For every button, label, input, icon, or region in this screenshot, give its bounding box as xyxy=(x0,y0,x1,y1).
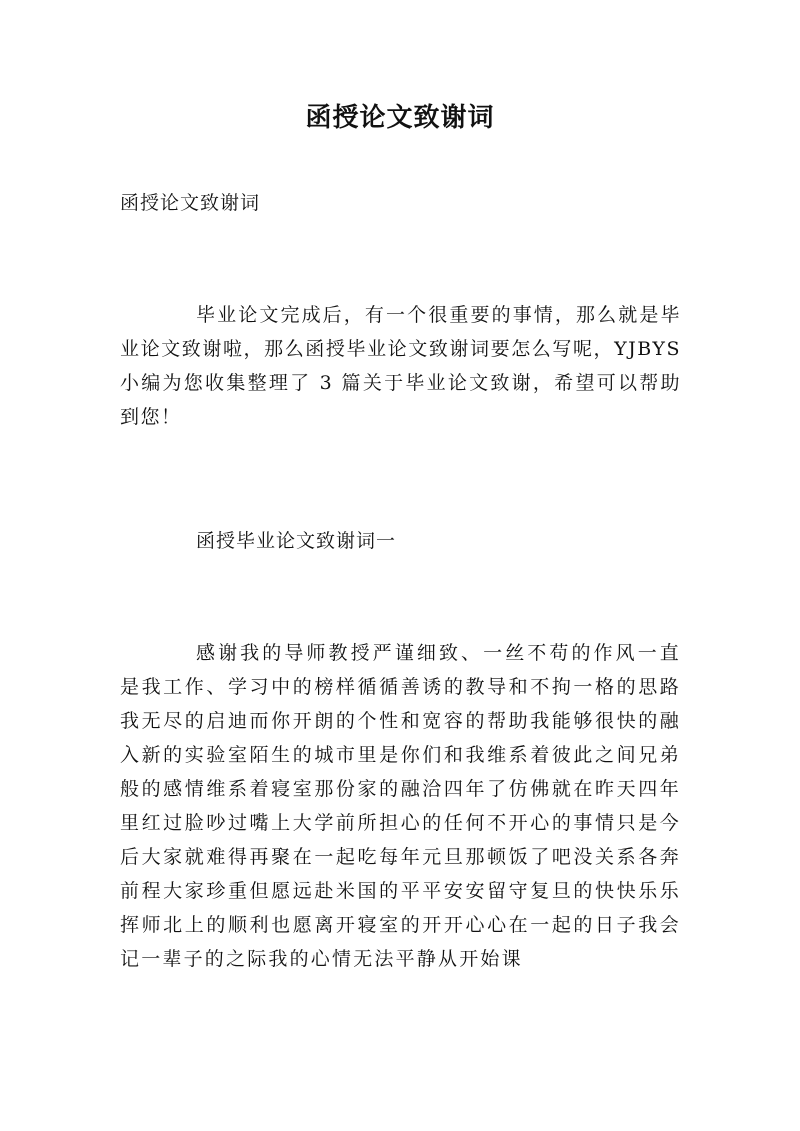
section-heading: 函授毕业论文致谢词一 xyxy=(196,530,397,552)
intro-paragraph: 毕业论文完成后，有一个很重要的事情，那么就是毕业论文致谢啦，那么函授毕业论文致谢词要怎么写呢，YJBYS小编为您收集整理了 3 篇关于毕业论文致谢，希望可以帮助到您！ xyxy=(120,304,681,428)
document-title: 函授论文致谢词 xyxy=(305,103,495,133)
body-paragraph: 感谢我的导师教授严谨细致、一丝不苟的作风一直是我工作、学习中的榜样循循善诱的教导和不拘一格的思路我无尽的启迪而你开朗的个性和宽容的帮助我能够很快的融入新的实验室陌生的城市里是你们和我维系着彼此之间兄弟般的感情维系着寝室那份家的融洽四年了仿佛就在昨天四年里红过脸吵过嘴上大学前所担心的任何不开心的事情只是今后大家就难得再聚在一起吃每年元旦那顿饭了吧没关系各奔前程大家珍重但愿远赴米国的平平安安留守复旦的快快乐乐挥师北上的顺利也愿离开寝室的开开心心在一起的日子我会记一辈子的之际我的心情无法平静从开始课 xyxy=(120,642,681,970)
document-subtitle: 函授论文致谢词 xyxy=(120,192,261,214)
